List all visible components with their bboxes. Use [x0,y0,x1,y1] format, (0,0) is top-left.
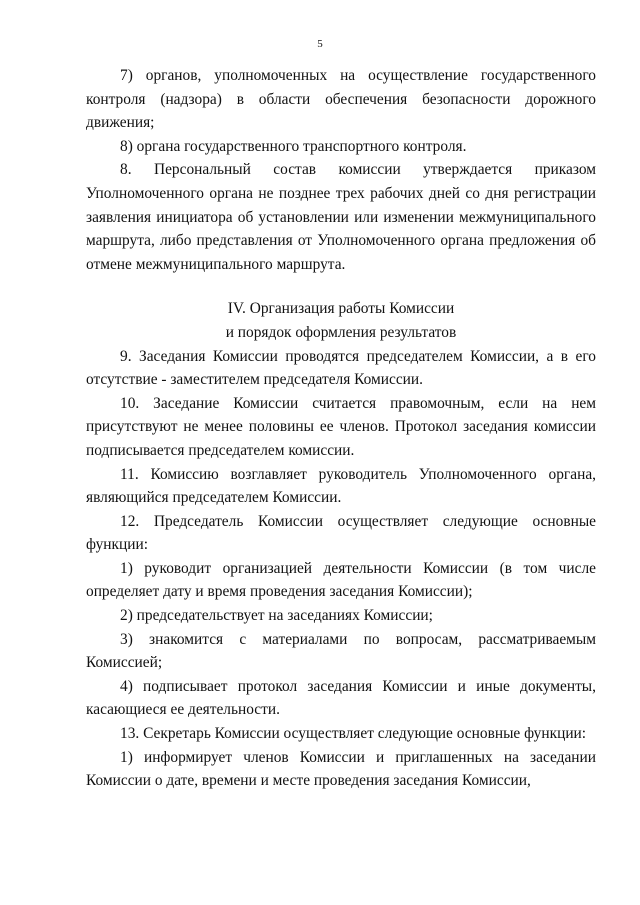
paragraph-clause-9: 9. Заседания Комиссии проводятся председателем Комиссии, а в его отсутствие - заместителем председателя Комиссии. [86,347,596,389]
paragraph-clause-12-item-4: 4) подписывает протокол заседания Комиссии и иные документы, касающиеся ее деятельности. [86,677,596,719]
paragraph-clause-10: 10. Заседание Комиссии считается правомочным, если на нем присутствуют не менее половины ее членов. Протокол заседания комиссии подписывается председателем комиссии. [86,394,596,459]
paragraph-clause-12-item-1: 1) руководит организацией деятельности Комиссии (в том числе определяет дату и время проведения заседания Комиссии); [86,559,596,601]
paragraph-item-8: 8) органа государственного транспортного контроля. [120,137,467,155]
paragraph-clause-13: 13. Секретарь Комиссии осуществляет следующие основные функции: [120,725,587,743]
section-heading [86,297,596,344]
paragraph-item-7: 7) органов, уполномоченных на осуществление государственного контроля (надзора) в области обеспечения безопасности дорожного движения; [86,67,596,132]
paragraph-clause-13-item-1: 1) информирует членов Комиссии и приглашенных на заседании Комиссии о дате, времени и месте проведения заседания Комиссии, [86,748,596,790]
paragraph-clause-8: 8. Персональный состав комиссии утверждается приказом Уполномоченного органа не позднее трех рабочих дней со дня регистрации заявления инициатора об установлении или изменении межмуниципального маршрута, либо представления от Уполномоченного органа предложения об отмене межмуниципального маршрута. [86,161,596,273]
paragraph-clause-12-item-3: 3) знакомится с материалами по вопросам, рассматриваемым Комиссией; [86,630,596,672]
page-number: 5 [317,38,323,50]
section-title-line-1: IV. Организация работы Комиссии [227,300,455,318]
paragraph-clause-12-item-2: 2) председательствует на заседаниях Комиссии; [120,607,433,625]
paragraph-clause-11: 11. Комиссию возглавляет руководитель Уполномоченного органа, являющийся председателем Комиссии. [86,465,596,507]
section-title-line-2: и порядок оформления результатов [225,323,457,341]
paragraph-clause-12: 12. Председатель Комиссии осуществляет следующие основные функции: [86,512,596,554]
document-body [86,64,596,793]
